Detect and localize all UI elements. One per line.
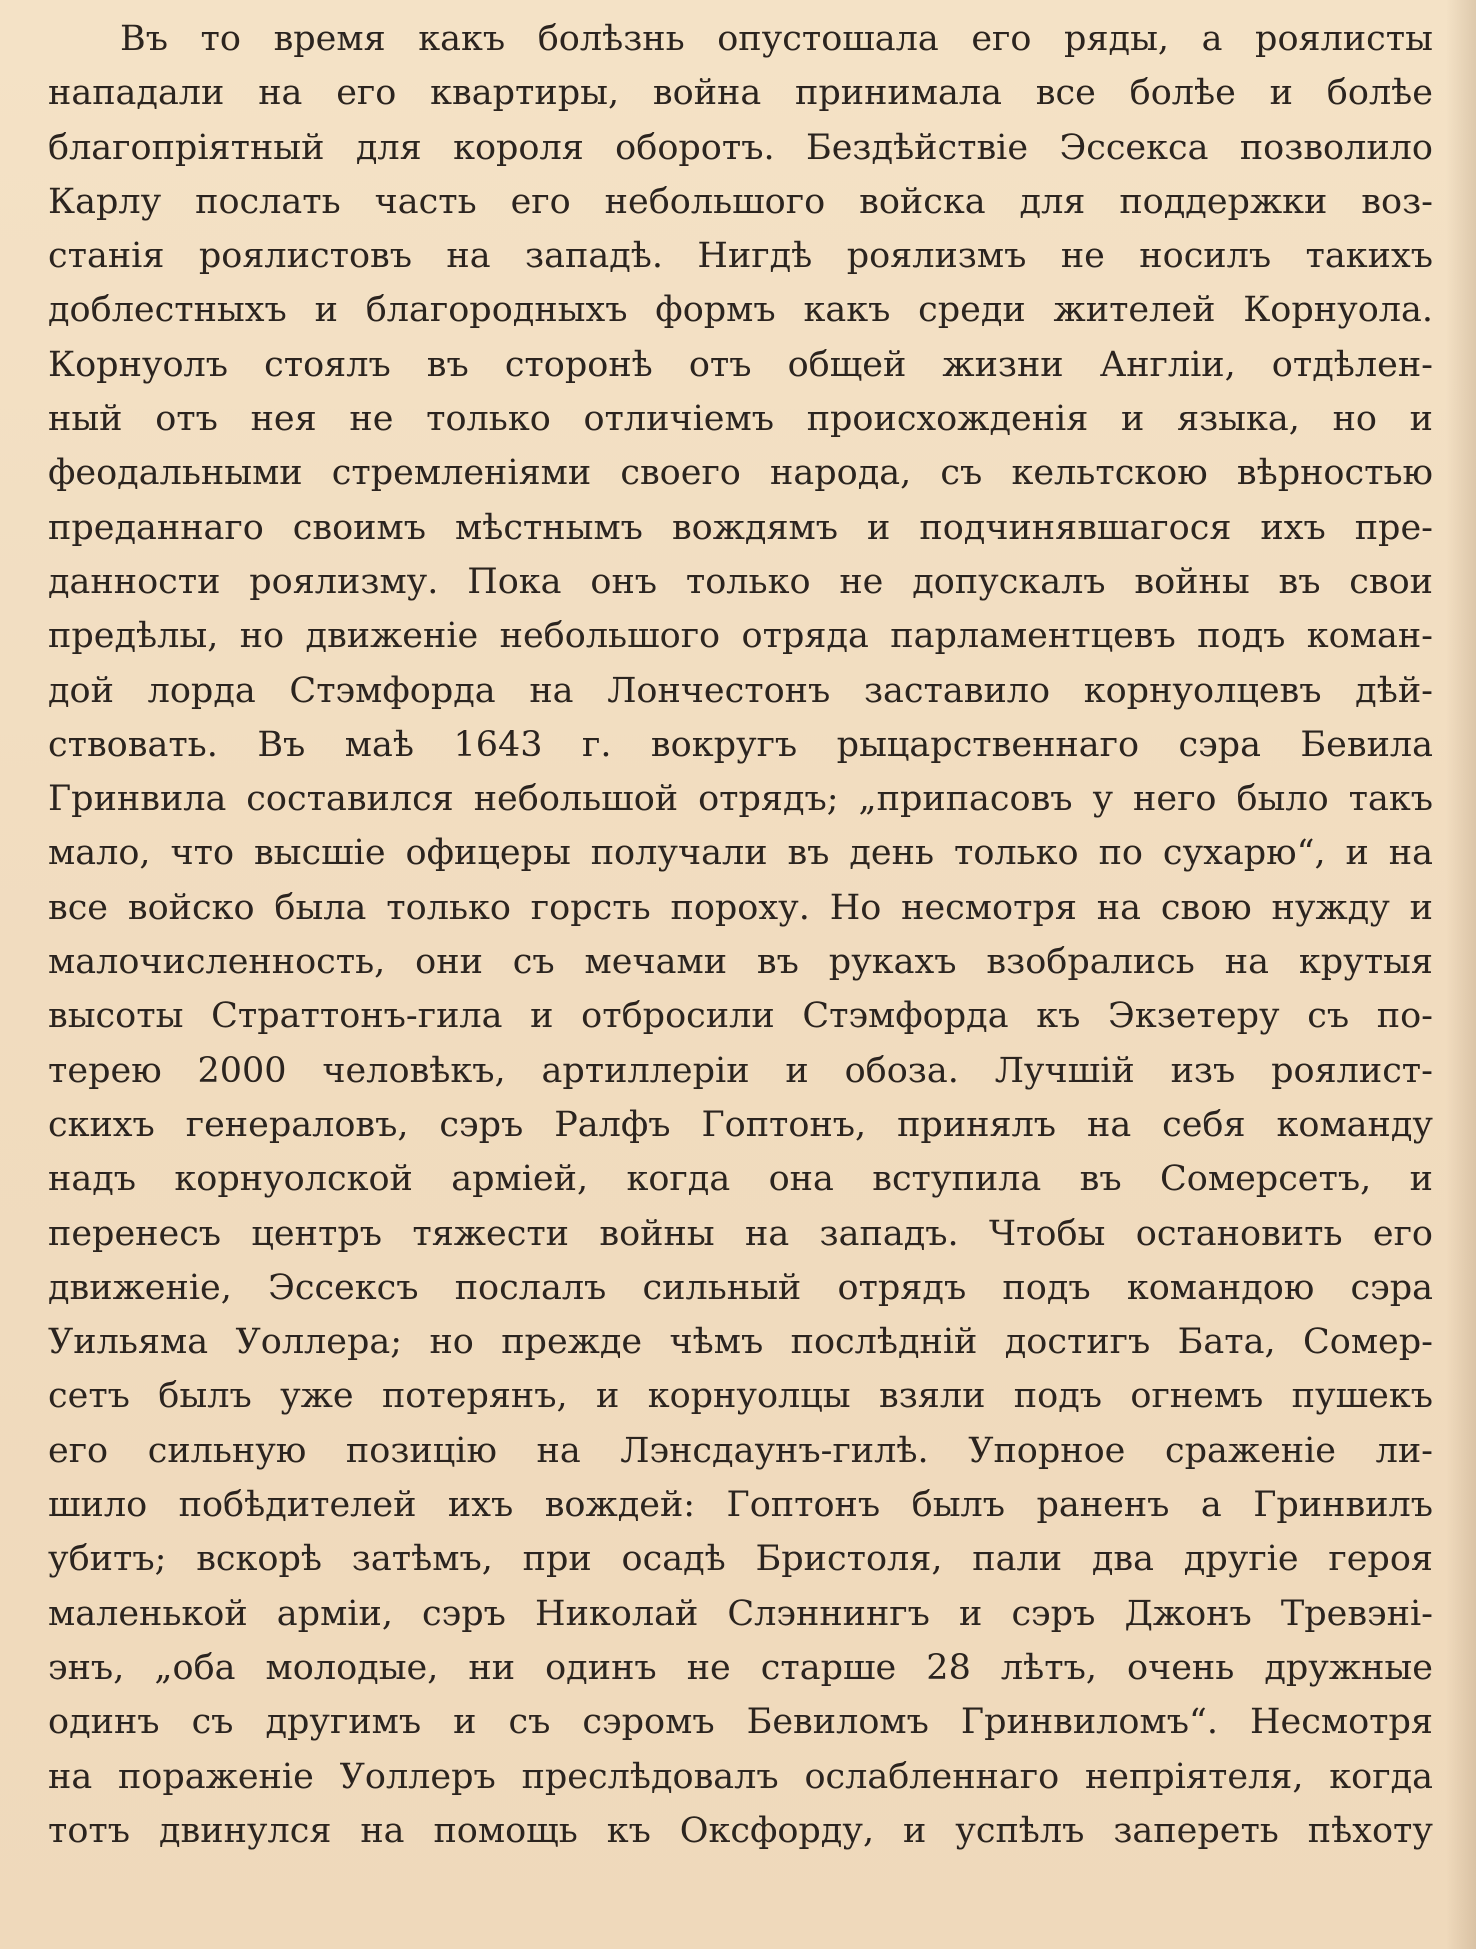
text-line: Уильяма Уоллера; но прежде чѣмъ послѣдній достигъ Бата, Сомер- [48, 1322, 1433, 1363]
text-line: Корнуолъ стоялъ въ сторонѣ отъ общей жизни Англіи, отдѣлен- [48, 344, 1433, 385]
text-line: ствовать. Въ маѣ 1643 г. вокругъ рыцарственнаго сэра Бевила [48, 724, 1433, 765]
text-line: благопріятный для короля оборотъ. Бездѣйствіе Эссекса позволило [48, 127, 1433, 168]
text-line: мало, что высшіе офицеры получали въ день только по сухарю“, и на [48, 833, 1433, 874]
text-line: феодальными стремленіями своего народа, съ кельтскою вѣрностью [48, 453, 1433, 494]
text-line: дой лорда Стэмфорда на Лончестонъ заставило корнуолцевъ дѣй- [48, 670, 1433, 711]
text-line: тотъ двинулся на помощь къ Оксфорду, и успѣлъ запереть пѣхоту [48, 1810, 1433, 1851]
text-line: ный отъ нея не только отличіемъ происхожденія и языка, но и [48, 399, 1433, 440]
text-line: надъ корнуолской арміей, когда она вступила въ Сомерсетъ, и [48, 1159, 1433, 1200]
text-line: Въ то время какъ болѣзнь опустошала его ряды, а роялисты [120, 19, 1433, 59]
text-line: перенесъ центръ тяжести войны на западъ. Чтобы остановить его [48, 1213, 1433, 1254]
text-line: преданнаго своимъ мѣстнымъ вождямъ и подчинявшагося ихъ пре- [48, 507, 1433, 548]
text-line: убитъ; вскорѣ затѣмъ, при осадѣ Бристоля, пали два другіе героя [48, 1539, 1433, 1580]
text-line: данности роялизму. Пока онъ только не допускалъ войны въ свои [48, 561, 1433, 602]
text-line: шило побѣдителей ихъ вождей: Гоптонъ былъ раненъ а Гринвилъ [48, 1485, 1433, 1526]
text-line: движеніе, Эссексъ послалъ сильный отрядъ подъ командою сэра [48, 1267, 1433, 1308]
text-line: малочисленность, они съ мечами въ рукахъ взобрались на крутыя [48, 942, 1433, 983]
text-line: нападали на его квартиры, война принимала все болѣе и болѣе [48, 73, 1433, 114]
text-line: доблестныхъ и благородныхъ формъ какъ среди жителей Корнуола. [48, 290, 1433, 331]
text-line: скихъ генераловъ, сэръ Ралфъ Гоптонъ, принялъ на себя команду [48, 1104, 1433, 1145]
text-line: Гринвила составился небольшой отрядъ; „припасовъ у него было такъ [48, 779, 1433, 820]
text-line: станія роялистовъ на западѣ. Нигдѣ роялизмъ не носилъ такихъ [48, 236, 1433, 277]
text-line: высоты Страттонъ-гила и отбросили Стэмфорда къ Экзетеру съ по- [48, 996, 1433, 1037]
text-line: энъ, „оба молодые, ни одинъ не старше 28 лѣтъ, очень дружные [48, 1647, 1433, 1688]
text-line: предѣлы, но движеніе небольшого отряда парламентцевъ подъ коман- [48, 616, 1433, 657]
body-text [48, 12, 1433, 1858]
text-line: терею 2000 человѣкъ, артиллеріи и обоза. Лучшій изъ роялист- [48, 1050, 1433, 1091]
text-line: маленькой арміи, сэръ Николай Слэннингъ и сэръ Джонъ Тревэні- [48, 1593, 1433, 1634]
text-line: на пораженіе Уоллеръ преслѣдовалъ ослабленнаго непріятеля, когда [48, 1756, 1433, 1797]
text-line: Карлу послать часть его небольшого войска для поддержки воз- [48, 181, 1433, 222]
text-line: сетъ былъ уже потерянъ, и корнуолцы взяли подъ огнемъ пушекъ [48, 1376, 1433, 1417]
text-line: все войско была только горсть пороху. Но несмотря на свою нужду и [48, 887, 1433, 928]
text-line: его сильную позицію на Лэнсдаунъ-гилѣ. Упорное сраженіе ли- [48, 1430, 1433, 1471]
text-line: одинъ съ другимъ и съ сэромъ Бевиломъ Гринвиломъ“. Несмотря [48, 1702, 1433, 1743]
